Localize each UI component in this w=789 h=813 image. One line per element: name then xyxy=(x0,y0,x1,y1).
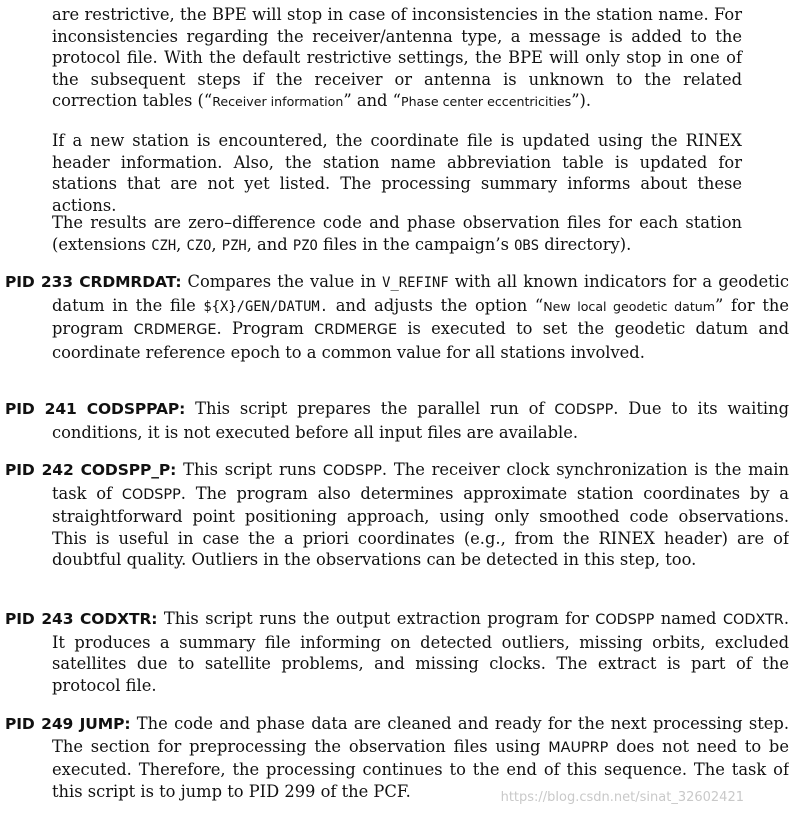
paragraph-results xyxy=(52,212,742,257)
entry-pid-233 xyxy=(5,271,789,363)
text-run: . Program xyxy=(216,319,315,338)
program-name: CODSPP xyxy=(595,612,655,628)
paragraph-restrictive-settings xyxy=(52,4,742,113)
entry-label: PID 233 CRDMRDAT: xyxy=(5,273,182,291)
code-text: PZH xyxy=(221,237,247,254)
text-run: files in the campaign’s xyxy=(317,234,515,254)
program-name: MAUPRP xyxy=(548,739,609,756)
text-run: . It produces a summary file informing on detected outliers, missing orbits, excluded satellites due to satellite problems, and missing clocks. The extract is part of the protocol file. xyxy=(52,609,789,695)
code-text: ${X}/GEN/DATUM. xyxy=(203,298,329,315)
code-text: OBS xyxy=(514,237,540,254)
program-name: CODXTR xyxy=(722,612,784,628)
text-run: This script runs xyxy=(176,460,323,479)
entry-label: PID 241 CODSPPAP: xyxy=(5,400,186,418)
option-name: New local geodetic datum xyxy=(543,298,716,314)
text-run: . The receiver clock synchronization is the main task of xyxy=(52,460,789,503)
text-run: Compares the value in xyxy=(181,272,383,291)
code-text: V_REFINF xyxy=(382,275,449,291)
code-text: PZO xyxy=(292,237,318,254)
watermark: https://blog.csdn.net/sinat_32602421 xyxy=(500,790,744,805)
text-run: , xyxy=(176,234,187,254)
option-name: Phase center eccentricities xyxy=(400,94,572,109)
text-run: ”). xyxy=(571,91,592,110)
text-run: with all known indicators for a geodetic datum in the file xyxy=(52,272,789,315)
program-name: CRDMERGE xyxy=(314,322,398,338)
text-run: . Due to its waiting conditions, it is not executed before all input files are available. xyxy=(52,399,789,442)
text-run: , and xyxy=(246,234,293,254)
text-run: is executed to set the geodetic datum and coordinate reference epoch to a common value for all stations involved. xyxy=(52,319,789,362)
text-run: are restrictive, the BPE will stop in case of inconsistencies in the station name. For inconsistencies regarding the receiver/antenna type, a message is added to the protocol file. With the default restrictive settings, the BPE will only stop in one of the subsequent steps if the receiver or antenna is unknown to the related correction tables (“ xyxy=(52,5,742,110)
text-run: The results are zero–difference code and phase observation files for each station (extensions xyxy=(52,213,742,254)
text-run: does not need to be executed. Therefore, the processing continues to the end of this sequence. The task of this script is to jump to PID 299 of the PCF. xyxy=(52,736,789,801)
program-name: CODSPP xyxy=(554,402,614,418)
entry-label: PID 249 JUMP: xyxy=(5,715,131,733)
code-text: CZO xyxy=(186,237,212,254)
text-run: The code and phase data are cleaned and ready for the next processing step. The section for preprocessing the observation files using xyxy=(52,714,789,756)
text-run: , xyxy=(211,234,222,254)
entry-label: PID 243 CODXTR: xyxy=(5,610,158,628)
paragraph-new-station: If a new station is encountered, the coordinate file is updated using the RINEX header information. Also, the station name abbreviation table is updated for stations that are not yet listed. The processing summary informs about these actions. xyxy=(52,131,742,215)
text-run: This script runs the output extraction program for xyxy=(157,609,596,628)
text-run: ” for the program xyxy=(52,295,789,338)
program-name: CODSPP xyxy=(121,486,181,503)
text-run: named xyxy=(654,609,723,628)
text-run: . The program also determines approximate station coordinates by a straightforward point positioning approach, using only smoothed code observations. This is useful in case the a priori coordinates (e.g., from the RINEX header) are of doubtful quality. Outliers in the observations can be detected in this step, too. xyxy=(52,483,789,569)
program-name: CODSPP xyxy=(322,463,382,479)
text-run: This script prepares the parallel run of xyxy=(185,399,555,418)
entry-label: PID 242 CODSPP_P: xyxy=(5,461,177,479)
text-run: directory). xyxy=(539,234,632,254)
entry-pid-242 xyxy=(5,459,789,571)
option-name: Receiver information xyxy=(212,94,344,109)
code-text: CZH xyxy=(151,237,177,254)
entry-pid-241 xyxy=(5,398,789,443)
text-run: ” and “ xyxy=(343,91,401,110)
entry-pid-243 xyxy=(5,608,789,696)
entry-pid-249 xyxy=(5,713,789,802)
program-name: CRDMERGE xyxy=(133,322,217,338)
text-run: and adjusts the option “ xyxy=(328,295,544,315)
